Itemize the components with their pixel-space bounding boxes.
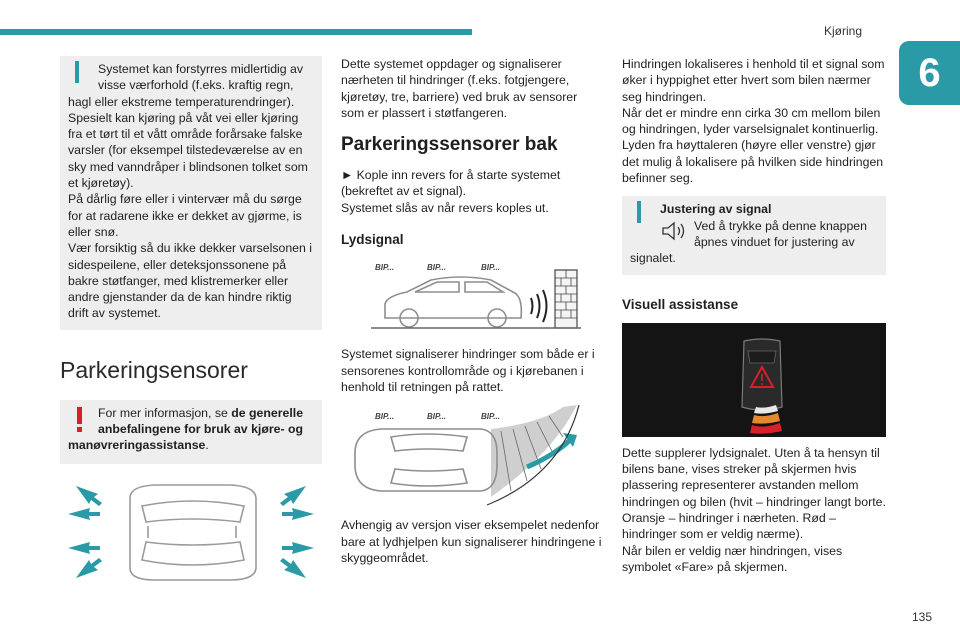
info-box — [60, 56, 322, 330]
page-number: 135 — [911, 610, 932, 624]
visual-text-1: Dette supplerer lydsignalet. Uten å ta hensyn til bilens bane, vises streker på skjermen hvis plassering representerer avstanden mellom hindringen og bilen (hvit – hindringer langt borte. Oransje – hindringer i nærheten. Rød – hindringer som er veldig nærme). — [622, 445, 886, 542]
car-sensors-figure — [60, 476, 322, 586]
bip-label: BIP... — [481, 263, 500, 273]
off-text: Systemet slås av når revers koples ut. — [341, 200, 549, 215]
visual-heading: Visuell assistanse — [622, 296, 739, 312]
intro-text: Dette systemet oppdager og signaliserer nærheten til hindringer (f.eks. fotgjengere, kjøretøy, tre, barriere) ved bruk av sensorer som er plassert i støtfangeren. — [341, 57, 578, 120]
bip-label: BIP... — [427, 263, 446, 273]
sound-text: Systemet signaliserer hindringer som både er i sensorenes kontrollområde og i kjørebanen i henhold til retningen på rattet. — [341, 347, 595, 394]
bip-label: BIP... — [481, 412, 500, 422]
version-text: Avhengig av versjon viser eksempelet nedenfor bare at lydhjelpen kun signaliserer hindringene i skyggeområdet. — [341, 518, 602, 565]
bip-label: BIP... — [375, 263, 394, 273]
adjust-row — [660, 218, 876, 251]
adjust-text-end: signalet. — [630, 251, 676, 266]
warning-text: For mer informasjon, se de generelle anbefalingene for bruk av kjøre- og manøvreringassistanse. — [68, 405, 304, 453]
adjust-title: Justering av signal — [660, 202, 772, 217]
column-1 — [60, 56, 322, 586]
column-2 — [341, 56, 603, 566]
car-wall-figure — [341, 258, 603, 338]
header-accent-bar — [0, 29, 472, 35]
location-text-2: Når det er mindre enn cirka 30 cm mellom bilen og hindringen, lyder varselsignalet kontinuerlig. — [622, 105, 881, 137]
rear-sensors-heading: Parkeringssensorer bak — [341, 134, 558, 156]
info-text: Systemet kan forstyrres midlertidig av visse værforhold (f.eks. kraftig regn, hagl eller ekstreme temperaturendringer). Spesielt kan kjøring på våt vei eller kjøring fra et tørt til et vått område forårsake falske varsler (for eksempel tilstedeværelse av en sky med vanndråper i blindsonen tolket som et kjøretøy). På dårlig føre eller i vintervær må du sørge for at radarene ikke er dekket av gjørme, is eller snø. Vær forsiktig så du ikke dekker varselsonen i sidespeilene, eller deteksjonssonene på bakre støtfanger, med klistremerker eller andre gjenstander da de kan hindre riktig drift av systemet. — [68, 62, 312, 321]
location-text-1: Hindringen lokaliseres i henhold til et signal som øker i hyppighet etter hvert som bilen nærmer seg hindringen. — [622, 57, 885, 104]
column-3 — [622, 56, 886, 575]
warning-icon — [72, 405, 92, 431]
adjust-text: Ved å trykke på denne knappen åpnes vinduet for justering av — [694, 218, 867, 249]
car-trajectory-figure — [341, 405, 603, 509]
chapter-tab: 6 — [899, 41, 960, 105]
speaker-icon[interactable] — [660, 220, 688, 242]
bip-label: BIP... — [375, 412, 394, 422]
section-heading: Parkeringsensorer — [60, 356, 248, 383]
info-icon — [72, 61, 92, 87]
info-icon — [634, 201, 654, 227]
bip-label: BIP... — [427, 412, 446, 422]
section-title: Kjøring — [823, 24, 862, 38]
location-text-3: Lyden fra høyttaleren (høyre eller venstre) gjør det mulig å lokalisere på hvilken side hindringen befinner seg. — [622, 138, 884, 186]
sound-heading: Lydsignal — [341, 232, 404, 248]
visual-text-2: Når bilen er veldig nær hindringen, vises symbolet «Fare» på skjermen. — [622, 543, 843, 574]
warning-box — [60, 400, 322, 464]
info-box-adjust — [622, 196, 886, 274]
visual-assist-screen — [622, 323, 886, 437]
step-text: ► Kople inn revers for å starte systemet (bekreftet av et signal). — [341, 168, 561, 199]
